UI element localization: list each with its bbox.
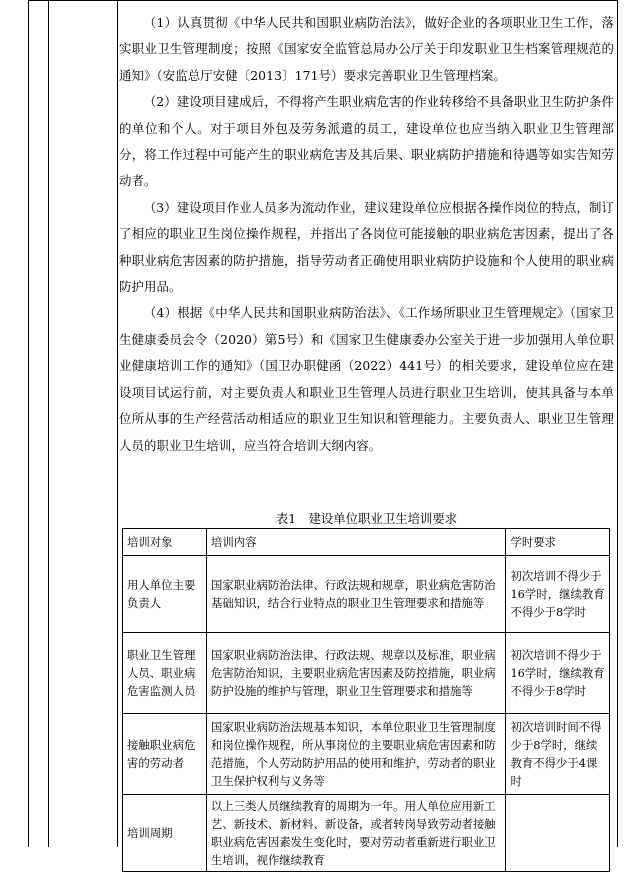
paragraph-4: （4）根据《中华人民共和国职业病防治法》、《工作场所职业卫生管理规定》（国家卫生健康委员会令（2020）第5号）和《国家卫生健康委办公室关于进一步加强用人单位职业健康培训工作的通知》（国卫办职健函（2022）441号）的相关要求，建设单位应在建设项目试运行前，对主要负责人和职业卫生管理人员进行职业卫生培训，使其具备与本单位所从事的生产经营活动相适应的职业卫生知识和管理能力。主要负责人、职业卫生管理人员的职业卫生培训，应当符合培训大纲内容。 <box>119 305 614 453</box>
header-cell: 培训对象 <box>123 529 207 556</box>
table-cell: 初次培训不得少于16学时，继续教育不得少于8学时 <box>506 633 610 714</box>
table-cell: 国家职业病防治法律、行政法规和规章，职业病危害防治基础知识，结合行业特点的职业卫生管理要求和措施等 <box>206 556 506 633</box>
header-cell: 培训内容 <box>206 529 506 556</box>
table-cell: 初次培训时间不得少于8学时，继续教育不得少于4课时 <box>506 714 610 795</box>
table-caption: 表1 建设单位职业卫生培训要求 <box>275 511 458 526</box>
table-row <box>123 556 610 633</box>
table-cell: 用人单位主要负责人 <box>123 556 207 633</box>
table-cell: 以上三类人员继续教育的周期为一年。用人单位应用新工艺、新技术、新材料、新设备，或者转岗导致劳动者接触职业病危害因素发生变化时，要对劳动者重新进行职业卫生培训，视作继续教育 <box>206 795 506 872</box>
table-cell: 职业卫生管理人员、职业病危害监测人员 <box>123 633 207 714</box>
table-cell: 初次培训不得少于16学时，继续教育不得少于8学时 <box>506 556 610 633</box>
outer-right-border <box>617 0 618 847</box>
table-row <box>123 714 610 795</box>
table-cell: 培训周期 <box>123 795 207 872</box>
paragraph-1: （1）认真贯彻《中华人民共和国职业病防治法》，做好企业的各项职业卫生工作，落实职业卫生管理制度；按照《国家安全监管总局办公厅关于印发职业卫生档案管理规范的通知》（安监总厅安健〔2013〕171号）要求完善职业卫生管理档案。 <box>119 15 614 83</box>
table-row <box>123 633 610 714</box>
table-header-row <box>123 529 610 556</box>
column-divider-1 <box>48 0 49 847</box>
header-cell: 学时要求 <box>506 529 610 556</box>
table-cell: 国家职业病防治法律、行政法规、规章以及标准，职业病危害防治知识，主要职业病危害因素及防控措施，职业病防护设施的维护与管理，职业卫生管理要求和措施等 <box>206 633 506 714</box>
column-divider-2 <box>117 0 118 847</box>
outer-left-border <box>28 0 29 847</box>
paragraph-2: （2）建设项目建成后，不得将产生职业病危害的作业转移给不具备职业卫生防护条件的单位和个人。对于项目外包及劳务派遣的员工，建设单位也应当纳入职业卫生管理部分，将工作过程中可能产生的职业病危害及其后果、职业病防护措施和待遇等如实告知劳动者。 <box>119 94 614 189</box>
paragraph-3: （3）建设项目作业人员多为流动作业，建议建设单位应根据各操作岗位的特点，制订了相应的职业卫生岗位操作规程，并指出了各岗位可能接触的职业病危害因素，提出了各种职业病危害因素的防护措施，指导劳动者正确使用职业病防护设施和个人使用的职业病防护用品。 <box>119 199 614 295</box>
table-cell <box>506 795 610 872</box>
table-row <box>123 795 610 872</box>
body-text <box>119 10 614 459</box>
training-requirements-table <box>122 528 610 872</box>
table-cell: 国家职业病防治法规基本知识，本单位职业卫生管理制度和岗位操作规程，所从事岗位的主要职业病危害因素和防范措施，个人劳动防护用品的使用和维护，劳动者的职业卫生保护权利与义务等 <box>206 714 506 795</box>
table-cell: 接触职业病危害的劳动者 <box>123 714 207 795</box>
